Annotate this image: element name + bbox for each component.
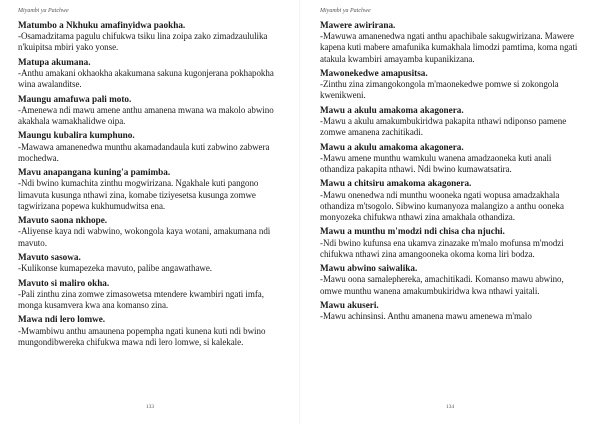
proverb-term: Mawonekedwe amapusitsa. <box>320 68 428 78</box>
proverb-term: Matumbo a Nkhuku amafinyidwa paokha. <box>18 20 186 30</box>
proverb-definition: -Mawu achinsinsi. Anthu amanena mawu amenewa m'malo <box>320 311 532 322</box>
proverb-entry <box>320 263 586 297</box>
proverb-term: Mawu a chitsiru amakoma akagonera. <box>320 178 472 189</box>
proverb-entry <box>18 167 282 212</box>
proverb-term: Mawu abwino saiwalika. <box>320 263 418 274</box>
proverb-definition: -Ndi bwino kumachita zinthu mogwirizana. Ngakhale kuti pangono limavuta kusunga nthawi zina, komabe tiziyesetsa kusunga zomwe tagwirizana popewa kukhumudwitsa ena. <box>18 178 259 211</box>
proverb-term: Mawu a akulu amakoma akagonera. <box>320 141 464 152</box>
proverb-entry <box>320 142 586 176</box>
proverb-entry <box>320 68 586 102</box>
proverb-entry <box>320 300 586 322</box>
proverb-definition: -Mwambiwu anthu amaunena popempha ngati kunena kuti ndi bwino mungondibwereka chifukwa mawa ndi lero lomwe, si kalekale. <box>18 325 266 347</box>
proverb-term: Matupa akumana. <box>18 56 91 67</box>
right-page <box>300 0 600 424</box>
proverb-definition: -Ndi bwino kufunsa ena ukamva zinazake m'malo mofunsa m'modzi chifukwa nthawi zina amangooneka okoma koma liri bodza. <box>320 237 564 259</box>
proverb-term: Mawa ndi lero lomwe. <box>18 314 106 325</box>
proverb-definition: -Mawu amene munthu wamkulu wanena amadzaoneka kuti anali othandiza pakapita nthawi. Ndi bwino kumawatsatira. <box>320 152 552 174</box>
proverb-definition: -Kulikonse kumapezeka mavuto, palibe angawathawe. <box>18 263 212 274</box>
proverb-entry <box>320 20 586 65</box>
proverb-term: Mawere awirirana. <box>320 20 396 30</box>
proverb-definition: -Osamadzitama pagulu chifukwa tsiku lina zoipa zako zimadzaululika n'kuipitsa mbiri yako yonse. <box>18 31 268 53</box>
proverb-entry <box>320 178 586 223</box>
proverb-term: Mavu anapangana kuning'a pamimba. <box>18 167 171 178</box>
proverb-entry <box>18 314 282 348</box>
left-entries <box>18 20 282 348</box>
proverb-entry <box>18 215 282 249</box>
proverb-entry <box>18 278 282 312</box>
proverb-term: Maungu amafuwa pali moto. <box>18 93 132 104</box>
proverb-definition: -Aliyense kaya ndi wabwino, wokongola kaya wotani, amakumana ndi mavuto. <box>18 226 271 248</box>
proverb-definition: -Amenewa ndi mawu amene anthu amanena mwana wa makolo abwino akakhala wamakhalidwe oipa. <box>18 104 274 126</box>
proverb-term: Maungu kubalira kumphuno. <box>18 130 135 141</box>
right-entries <box>320 20 586 322</box>
proverb-definition: -Mawuwa amanenedwa ngati anthu apachibale sakugwirizana. Mawere kapena kuti mabere amafunika kumakhala limodzi pamtima, koma ngati atakula kwambiri amayamba kupanikizana. <box>320 31 578 64</box>
proverb-entry <box>320 226 586 260</box>
proverb-definition: -Mawu oona samalephereka, amachitikadi. Komanso mawu abwino, omwe munthu wanena amakumbukiridwa kwa nthawi yaitali. <box>320 274 564 296</box>
proverb-entry <box>18 252 282 274</box>
proverb-term: Mavuto saona nkhope. <box>18 215 108 226</box>
page-number-right: 134 <box>445 404 455 410</box>
proverb-definition: -Zinthu zina zimangokongola m'maonekedwe pomwe si zokongola kwenikweni. <box>320 79 559 101</box>
page-number-left: 133 <box>145 404 155 410</box>
proverb-definition: -Mawu a akulu amakumbukiridwa pakapita nthawi ndiponso pamene zomwe amanena zachitikadi. <box>320 116 567 138</box>
proverb-definition: -Mawawa amanenedwa munthu akamadandaula kuti zabwino zabwera mochedwa. <box>18 141 270 163</box>
proverb-entry <box>18 130 282 164</box>
proverb-term: Mawu akuseri. <box>320 299 379 310</box>
running-head-right: Miyambi ya Patchwe <box>320 8 371 14</box>
proverb-entry <box>18 20 282 54</box>
proverb-term: Mawu a akulu amakoma akagonera. <box>320 104 464 115</box>
proverb-definition: -Mawu onenedwa ndi munthu wooneka ngati wopusa amadzakhala othandiza m'tsogolo. Sibwino kumanyoza malangizo a anthu ooneka monyozeka chifukwa nthawi zina amakhala othandiza. <box>320 189 564 222</box>
proverb-definition: -Anthu amakani okhaokha akakumana sakuna kugonjerana pokhapokha wina awalanditse. <box>18 68 274 90</box>
proverb-entry <box>18 94 282 128</box>
proverb-definition: -Pali zinthu zina zomwe zimasowetsa mtendere kwambiri ngati imfa, monga kusamvera kwa ana komanso zina. <box>18 288 264 310</box>
running-head-left: Miyambi ya Patchwe <box>18 8 69 14</box>
proverb-term: Mavuto sasowa. <box>18 251 81 262</box>
proverb-entry <box>320 105 586 139</box>
proverb-entry <box>18 57 282 91</box>
proverb-term: Mavuto si maliro okha. <box>18 277 110 288</box>
proverb-term: Mawu a munthu m'modzi ndi chisa cha njuchi. <box>320 226 505 237</box>
